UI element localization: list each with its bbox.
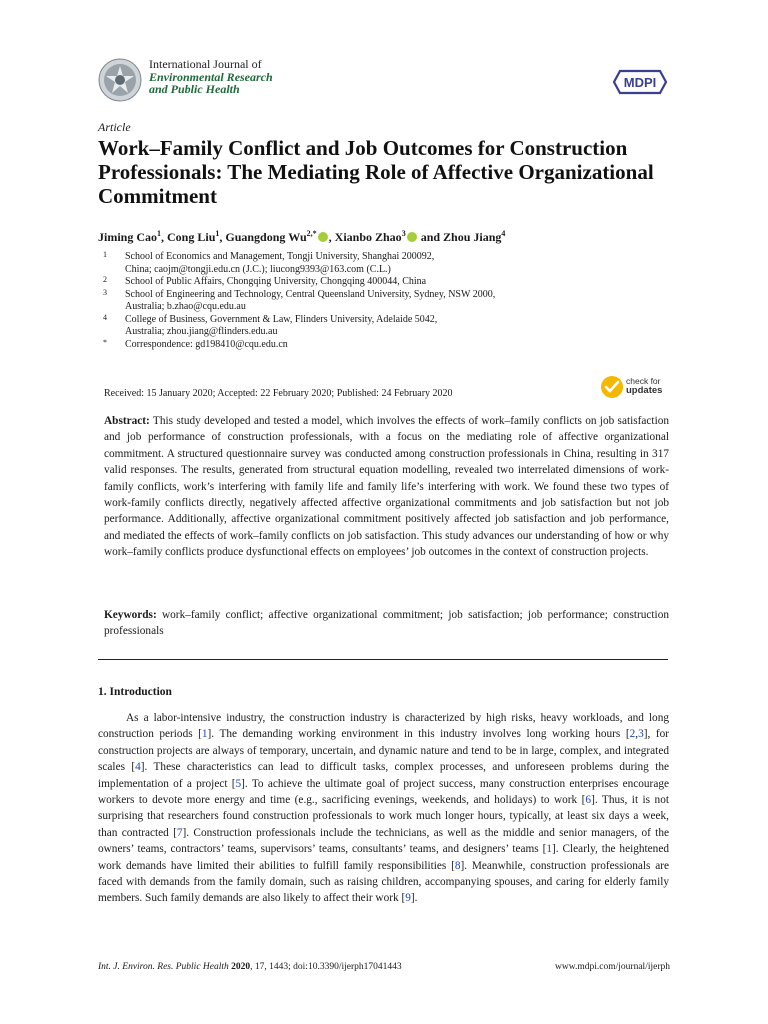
footer-url[interactable]: www.mdpi.com/journal/ijerph xyxy=(555,962,670,972)
publication-dates: Received: 15 January 2020; Accepted: 22 February 2020; Published: 24 February 2020 xyxy=(104,388,453,399)
author-name[interactable]: Zhou Jiang xyxy=(443,230,502,244)
citation-link[interactable]: 4 xyxy=(135,761,141,774)
author-affiliation-mark: 2,* xyxy=(306,229,317,238)
journal-name xyxy=(149,58,273,96)
author-affiliation-mark: 4 xyxy=(501,229,506,238)
orcid-icon[interactable] xyxy=(318,232,328,242)
author-affiliation-mark: 3 xyxy=(401,229,406,238)
orcid-icon[interactable] xyxy=(407,232,417,242)
intro-text: ]. xyxy=(410,892,418,905)
author-name[interactable]: Xianbo Zhao xyxy=(334,230,402,244)
footer-citation-details: , 17, 1443; doi:10.3390/ijerph17041443 xyxy=(250,962,402,972)
intro-text: , xyxy=(635,728,639,741)
citation-link[interactable]: 1 xyxy=(546,843,553,856)
affiliation-item xyxy=(103,289,603,314)
intro-text: As a labor-intensive industry, the construction industry is characterized by high risks, heavy workloads, and long construction periods [ xyxy=(98,712,669,741)
affiliation-line: Australia; zhou.jiang@flinders.edu.au xyxy=(125,326,278,337)
abstract xyxy=(104,413,669,561)
author-name[interactable]: Jiming Cao xyxy=(98,230,158,244)
affiliation-line: China; caojm@tongji.edu.cn (J.C.); liucong9393@163.com (C.L.) xyxy=(125,263,391,275)
affiliation-list xyxy=(103,251,603,351)
journal-name-line2: Environmental Research xyxy=(149,69,273,84)
citation-link[interactable]: 8 xyxy=(454,859,461,872)
intro-text: ]. The demanding working environment in this industry involves long working hours [ xyxy=(207,728,630,741)
journal-name-line1: International Journal of xyxy=(149,57,262,71)
affiliation-line: School of Engineering and Technology, Central Queensland University, Sydney, NSW 2000, xyxy=(125,288,496,300)
keywords xyxy=(104,607,669,640)
citation-link[interactable]: 5 xyxy=(235,777,242,790)
mdpi-logo xyxy=(612,68,668,96)
citation-link[interactable]: 1 xyxy=(201,728,208,741)
author-separator: , xyxy=(328,230,335,244)
author-name[interactable]: Cong Liu xyxy=(167,230,216,244)
affiliation-item xyxy=(103,314,603,339)
affiliation-item xyxy=(103,339,603,352)
mdpi-logo-text: MDPI xyxy=(623,75,657,90)
affiliation-number: 2 xyxy=(103,275,107,284)
affiliation-line: Correspondence: gd198410@cqu.edu.cn xyxy=(125,338,288,350)
affiliation-number: 4 xyxy=(103,312,107,322)
journal-name-line3: and Public Health xyxy=(149,82,240,96)
introduction-paragraph xyxy=(98,710,669,907)
section-heading: 1. Introduction xyxy=(98,686,172,698)
section-divider xyxy=(98,659,668,660)
journal-logo-icon xyxy=(98,58,142,102)
citation-link[interactable]: 9 xyxy=(405,892,411,905)
citation-link[interactable]: 6 xyxy=(585,794,592,807)
keywords-label: Keywords: xyxy=(104,609,157,621)
keywords-text: work–family conflict; affective organizational commitment; job satisfaction; job performance; construction professionals xyxy=(104,609,669,638)
check-for-updates-badge[interactable] xyxy=(600,374,670,400)
footer-citation xyxy=(98,962,402,972)
abstract-text: This study developed and tested a model, which involves the effects of work–family conflicts on job satisfaction and job performance of construction professionals, with a focus on the mediating role of affective organizational commitment. A structured questionnaire survey was conducted among construction professionals in China, resulting in 317 valid responses. The results, generated from structural equation modelling, revealed two interrelated dimensions of work-family conflicts, work’s interfering with family life and family life’s interfering with work. We found these two types of work-family conflicts directly, negatively affected affective organizational commitments and job satisfaction but not job performance. Additionally, affective organizational commitment positively affected job satisfaction and job performance, and mediated the effects of work–family conflicts on job satisfaction. This study advances our understanding of how or why work–family conflicts produce dysfunctional effects on employees’ job outcomes in the context of construction projects. xyxy=(104,415,670,559)
intro-text: ]. Construction professionals include the technicians, as well as the middle and senior managers, of the owners’ teams, contractors’ teams, supervisors’ teams, consultants’ teams, and designers’ teams [ xyxy=(98,826,669,856)
intro-text: ]. Thus, it is not surprising that researchers found construction professionals to work much longer hours, typically, at least six days a week, than contracted [ xyxy=(98,794,669,839)
author-separator: , xyxy=(161,230,168,244)
footer-journal-abbrev: Int. J. Environ. Res. Public Health xyxy=(98,962,229,972)
affiliation-number: * xyxy=(103,337,107,347)
article-type: Article xyxy=(98,120,131,134)
author-list xyxy=(98,229,505,245)
author-separator: , xyxy=(219,230,226,244)
affiliation-line: College of Business, Government & Law, Flinders University, Adelaide 5042, xyxy=(125,313,438,325)
intro-text: ]. These characteristics can lead to difficult tasks, complex processes, and unforeseen problems during the implementation of a project [ xyxy=(98,761,669,790)
author-affiliation-mark: 1 xyxy=(157,229,162,238)
affiliation-line: School of Public Affairs, Chongqing University, Chongqing 400044, China xyxy=(125,276,427,287)
affiliation-line: Australia; b.zhao@cqu.edu.au xyxy=(125,301,246,312)
affiliation-item xyxy=(103,276,603,289)
check-updates-line1: check for xyxy=(626,376,661,386)
citation-link[interactable]: 7 xyxy=(176,826,183,839)
author-separator: and xyxy=(417,230,444,244)
check-updates-icon xyxy=(600,375,624,399)
intro-text: ]. Meanwhile, construction professionals are faced with demands from the family domain, such as raising children, accompanying spouses, and caring for elderly family members. Such family demands are also likely to affect their work [ xyxy=(98,859,669,905)
affiliation-item xyxy=(103,251,603,276)
citation-link[interactable]: 3 xyxy=(638,728,644,741)
affiliation-number: 1 xyxy=(103,250,107,259)
paper-title: Work–Family Conflict and Job Outcomes for Construction Professionals: The Mediating Role of Affective Organizational Commitment xyxy=(98,136,654,208)
intro-text: ]. Clearly, the heightened work demands have limited their abilities to fulfill family responsibilities [ xyxy=(98,843,669,872)
intro-text: ], for construction projects are always of temporary, uncertain, and dynamic nature and tend to be in large, complex, and integrated scales [ xyxy=(98,728,669,774)
author-name[interactable]: Guangdong Wu xyxy=(225,230,307,244)
author-affiliation-mark: 1 xyxy=(215,229,220,238)
footer-year: 2020 xyxy=(231,962,251,972)
abstract-label: Abstract: xyxy=(104,415,150,427)
citation-link[interactable]: 2 xyxy=(629,728,636,741)
affiliation-line: School of Economics and Management, Tongji University, Shanghai 200092, xyxy=(125,251,435,262)
affiliation-number: 3 xyxy=(103,287,107,297)
check-updates-line2: updates xyxy=(626,385,663,396)
intro-text: ]. To achieve the ultimate goal of project success, many construction enterprises encourage workers to devote more energy and time (e.g., sacrificing evenings, weekends, and holidays) to work [ xyxy=(98,777,669,807)
